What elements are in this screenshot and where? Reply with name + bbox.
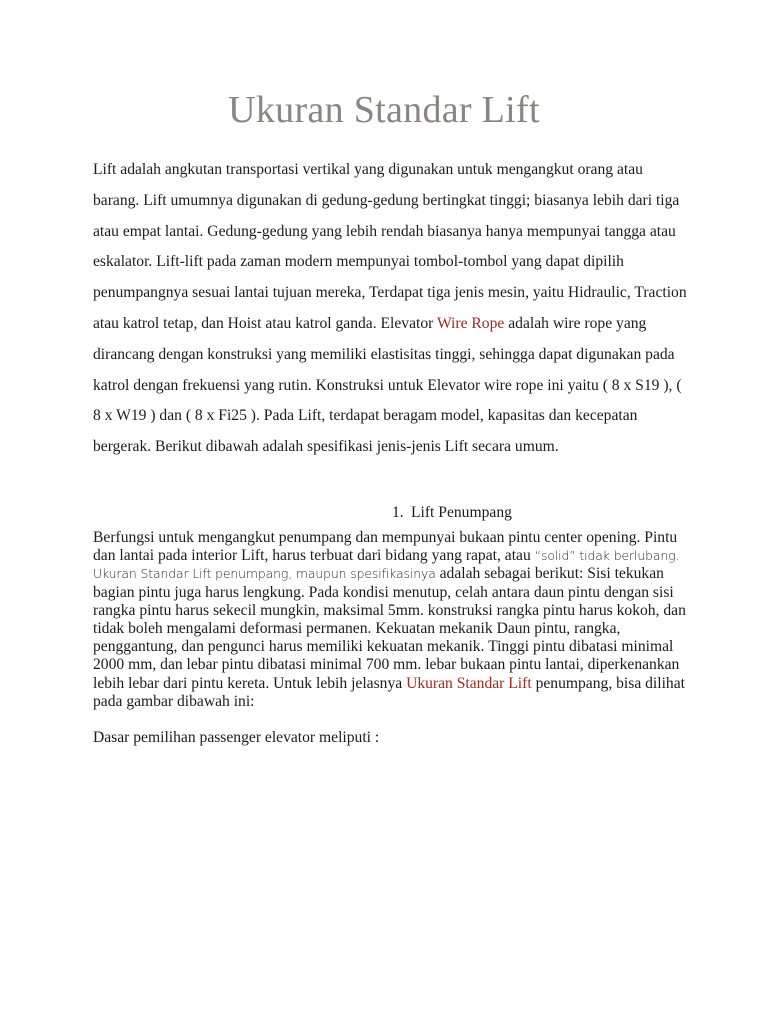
intro-text-before-link: Lift adalah angkutan transportasi vertikal yang digunakan untuk mengangkut orang atau barang. Lift umumnya digunakan di gedung-gedung bertingkat tinggi; biasanya lebih dari tiga atau empat lantai. Gedung-gedung yang lebih rendah biasanya hanya mempunyai tangga atau eskalator. Lift-lift pada zaman modern mempunyai tombol-tombol yang dapat dipilih penumpangnya sesuai lantai tujuan mereka, Terdapat tiga jenis mesin, yaitu Hidraulic, Traction atau katrol tetap, dan Hoist atau katrol ganda. Elevator: [93, 161, 687, 332]
page-title: Ukuran Standar Lift: [228, 89, 540, 131]
section-text-middle: adalah sebagai berikut: Sisi tekukan bagian pintu juga harus lengkung. Pada kondisi menutup, celah antara daun pintu dengan sisi rangka pintu harus sekecil mungkin, maksimal 5mm. konstruksi rangka pintu harus kokoh, dan tidak boleh mengalami deformasi permanen. Kekuatan mekanik Daun pintu, rangka, penggantung, dan pengunci harus memiliki kekuatan mekanik. Tinggi pintu dibatasi minimal 2000 mm, dan lebar pintu dibatasi minimal 700 mm. lebar bukaan pintu lantai, diperkenankan lebih lebar dari pintu kereta. Untuk lebih jelasnya: [93, 565, 686, 692]
section-number: 1.: [392, 504, 404, 521]
section-text-end: penumpang, bisa dilihat pada gambar dibawah ini:: [93, 674, 685, 710]
ukuran-standar-lift-link[interactable]: Ukuran Standar Lift: [406, 674, 532, 692]
section-heading: [392, 503, 512, 523]
section-text-start: Berfungsi untuk mengangkut penumpang dan mempunyai bukaan pintu center opening. Pintu dan lantai pada interior Lift, harus terbuat dari bidang yang rapat, atau: [93, 529, 678, 565]
wire-rope-link[interactable]: Wire Rope: [436, 314, 505, 332]
intro-text-after-link: adalah wire rope yang dirancang dengan konstruksi yang memiliki elastisitas tinggi, sehingga dapat digunakan pada katrol dengan frekuensi yang rutin. Konstruksi untuk Elevator wire rope ini yaitu ( 8 x S19 ), ( 8 x W19 ) dan ( 8 x Fi25 ). Pada Lift, terdapat beragam model, kapasitas dan kecepatan bergerak. Berikut dibawah adalah spesifikasi jenis-jenis Lift secara umum.: [93, 314, 682, 456]
section-heading-label: Lift Penumpang: [411, 504, 512, 521]
closing-line: Dasar pemilihan passenger elevator meliputi :: [93, 729, 380, 746]
section-paragraph: [93, 529, 693, 711]
section-text-sans: “solid” tidak berlubang. Ukuran Standar Lift penumpang, maupun spesifikasinya: [93, 548, 680, 582]
intro-paragraph: [93, 155, 693, 463]
